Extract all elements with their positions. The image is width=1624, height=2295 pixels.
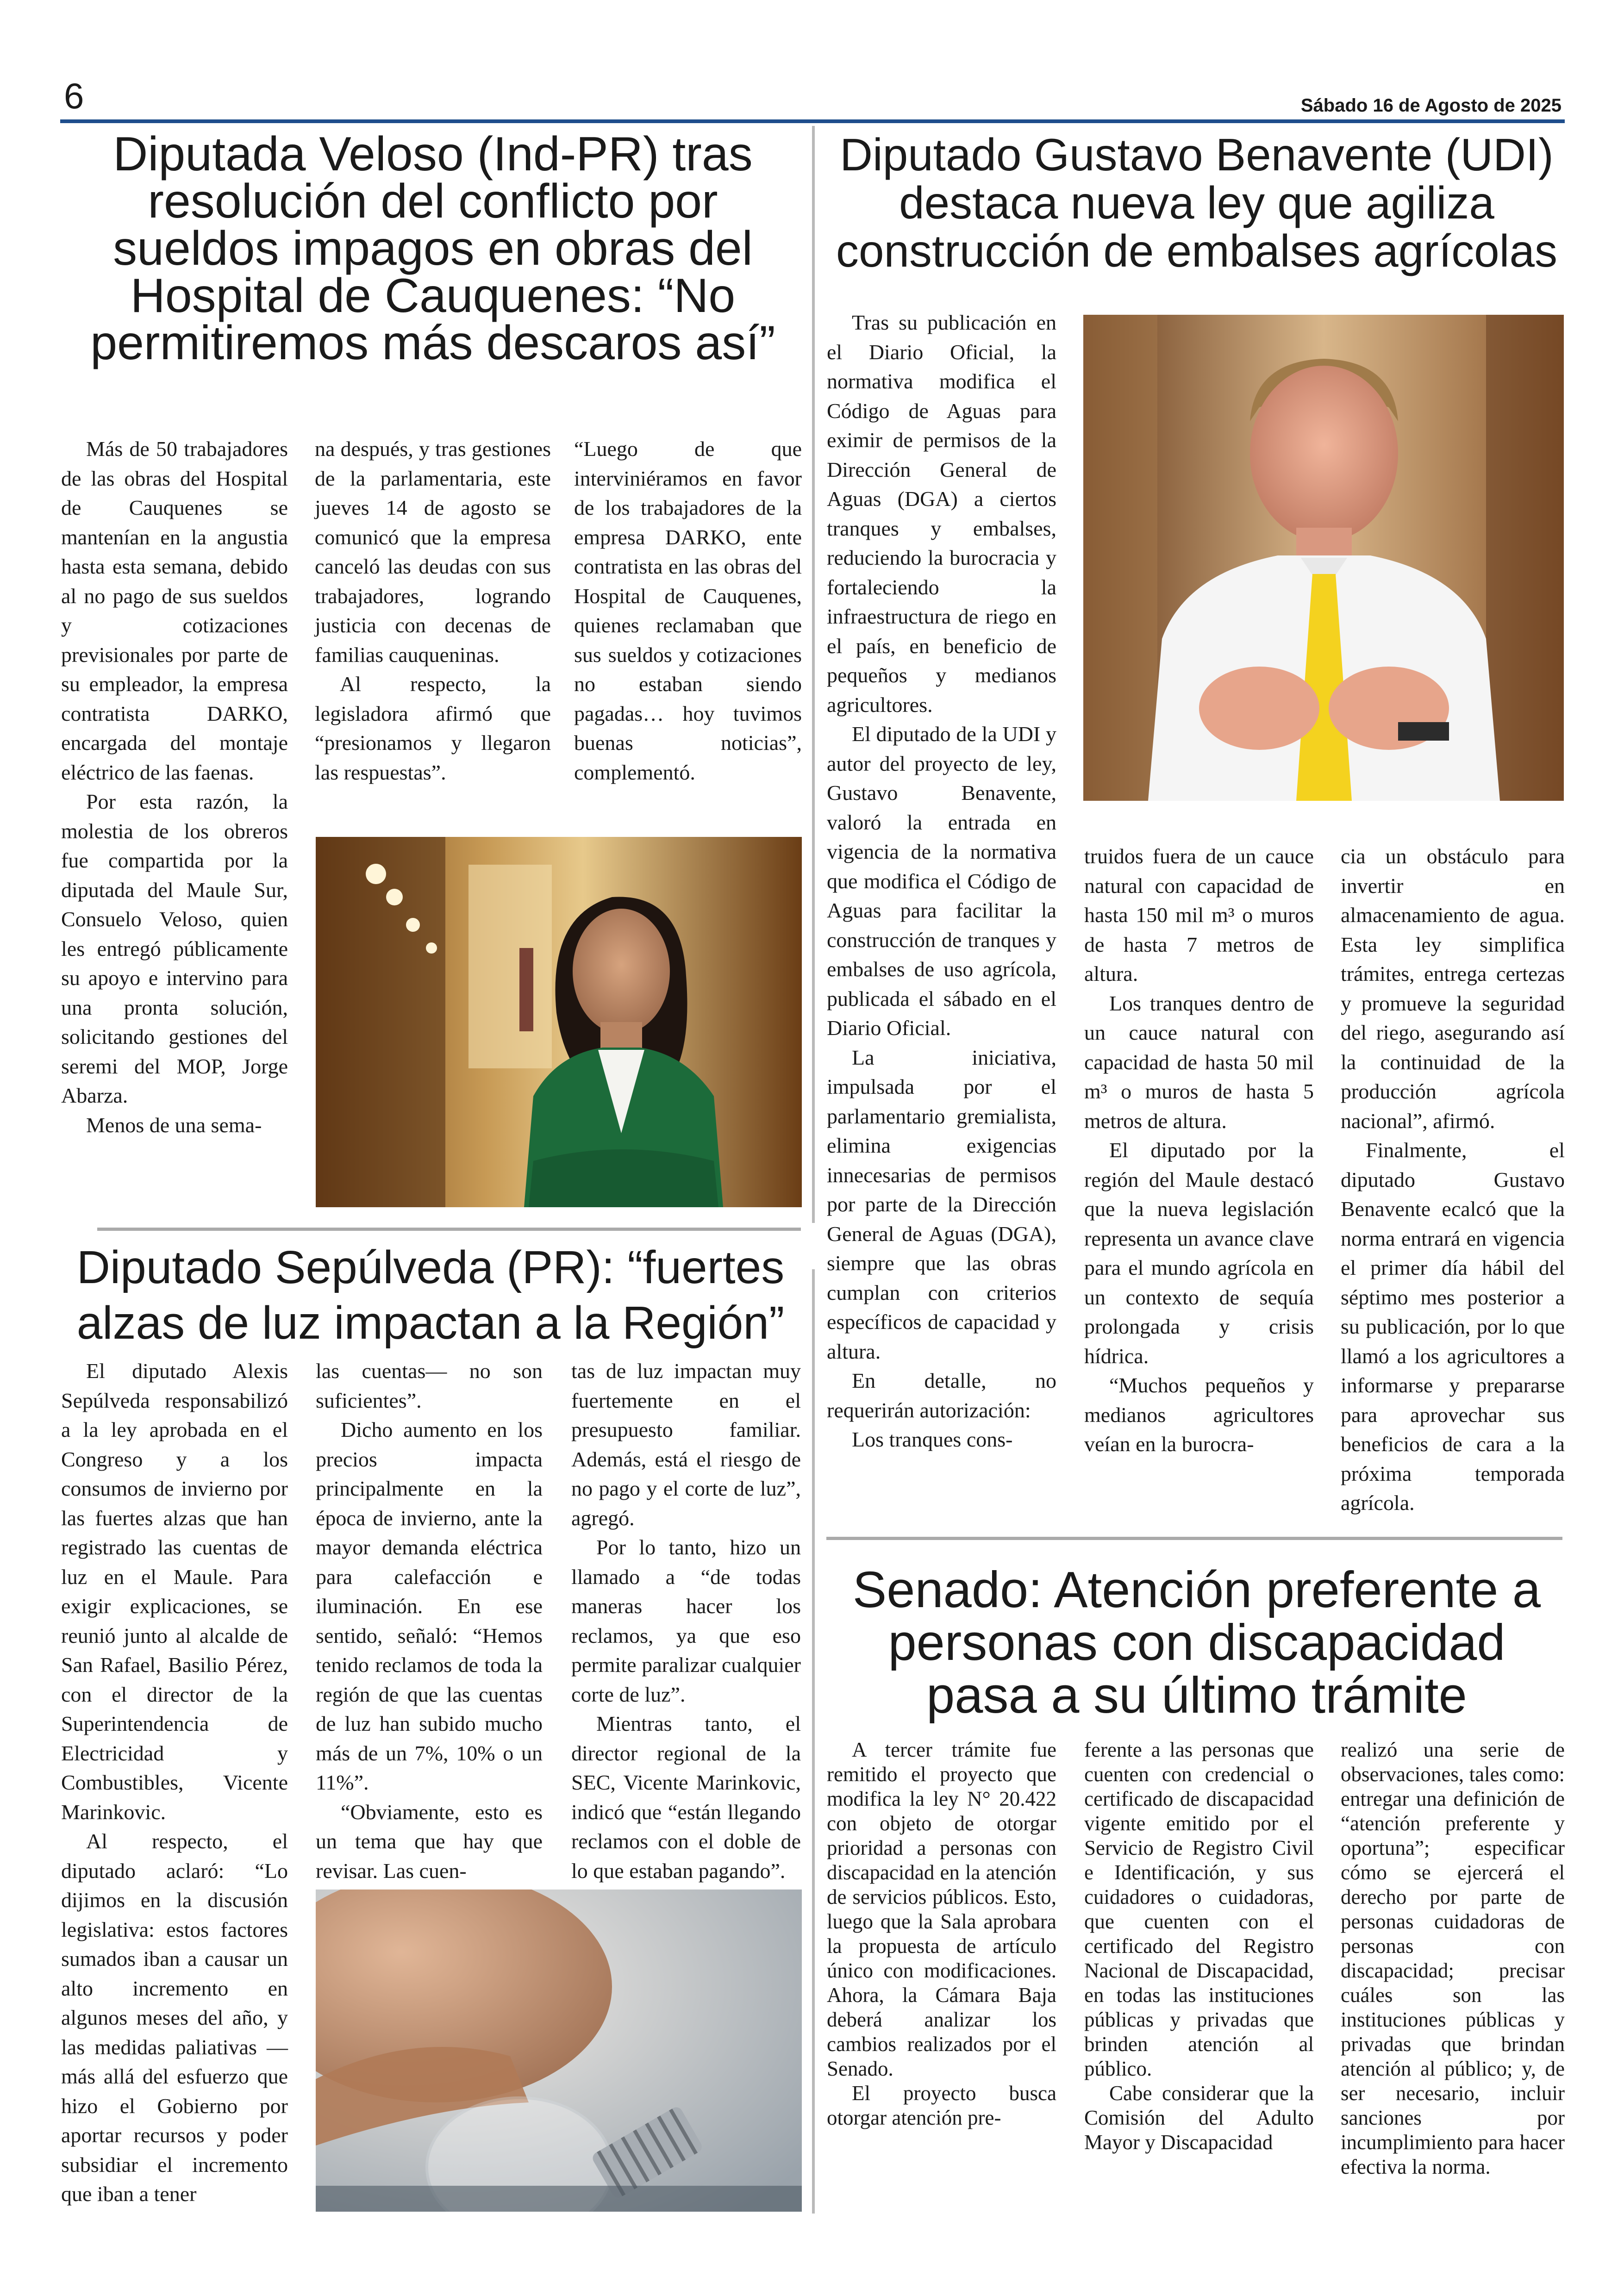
paragraph: na después, y tras gestiones de la parlamentaria, este jueves 14 de agosto se comunicó que la empresa canceló las deudas con sus trabajadores, logrando justicia con decenas de familias cauqueninas. — [315, 437, 551, 667]
paragraph: Los tranques cons- — [852, 1428, 1013, 1451]
column-divider — [812, 126, 815, 1223]
issue-date: Sábado 16 de Agosto de 2025 — [1300, 95, 1562, 116]
article-column — [574, 434, 802, 787]
article-column — [1341, 1738, 1565, 2179]
paragraph: “Obviamente, esto es un tema que hay que revisar. Las cuen- — [316, 1800, 543, 1883]
section-divider — [97, 1228, 801, 1231]
photo-consuelo-veloso — [316, 837, 802, 1207]
article-column — [1341, 842, 1565, 1518]
paragraph: Mientras tanto, el director regional de la SEC, Vicente Marinkovic, indicó que “están llegando reclamos con el doble de lo que estaban pagando”. — [571, 1712, 801, 1883]
article-column — [61, 1356, 288, 2209]
paragraph: ferente a las personas que cuenten con credencial o certificado de discapacidad vigente emitido por el Servicio de Registro Civil e Identificación, y sus cuidadores o cuidadoras, que cuenten con el certificado del Registro Nacional de Discapacidad, en todas las instituciones públicas y privadas que brinden atención al público. — [1084, 1738, 1314, 2080]
paragraph: Dicho aumento en los precios impacta principalmente en la época de invierno, ante la mayor demanda eléctrica para calefacción e iluminación. En ese sentido, señaló: “Hemos tenido reclamos de toda la región de que las cuentas de luz han subido mucho más de un 7%, 10% o un 11%”. — [316, 1418, 543, 1794]
article-column — [315, 434, 551, 787]
article-headline: Diputado Sepúlveda (PR): “fuertes alzas de luz impactan a la Región” — [76, 1241, 785, 1349]
paragraph: cia un obstáculo para invertir en almacenamiento de agua. Esta ley simplifica trámites, entrega certezas y promueve la seguridad del riego, asegurando así la continuidad de la producción agrícola nacional”, afirmó. — [1341, 844, 1565, 1133]
article-headline: Senado: Atención preferente a personas con discapacidad pasa a su último trámite — [852, 1561, 1541, 1724]
paragraph: las cuentas— no son suficientes”. — [316, 1359, 543, 1412]
paragraph: “Muchos pequeños y medianos agricultores veían en la burocra- — [1084, 1373, 1314, 1456]
article-column — [61, 434, 288, 1140]
article-column — [571, 1356, 801, 1885]
paragraph: Al respecto, la legisladora afirmó que “presionamos y llegaron las respuestas”. — [315, 672, 551, 784]
article-column — [1084, 1738, 1314, 2155]
section-divider — [826, 1537, 1562, 1540]
article-column — [316, 1356, 543, 1885]
paragraph: truidos fuera de un cauce natural con capacidad de hasta 150 mil m³ o muros de hasta 7 metros de altura. — [1084, 844, 1314, 985]
paragraph: El diputado de la UDI y autor del proyecto de ley, Gustavo Benavente, valoró la entrada en vigencia de la normativa que modifica el Código de Aguas para facilitar la construcción de tranques y embalses de uso agrícola, publicada el sábado en el Diario Oficial. — [827, 722, 1056, 1040]
paragraph: El diputado Alexis Sepúlveda responsabilizó a la ley aprobada en el Congreso y a los consumos de invierno por las fuertes alzas que han registrado las cuentas de luz en el Maule. Para exigir explicaciones, se reunió junto al alcalde de San Rafael, Basilio Pérez, con el director de la Superintendencia de Electricidad y Combustibles, Vicente Marinkovic. — [61, 1359, 288, 1824]
header-rule — [60, 119, 1565, 123]
paragraph: Cabe considerar que la Comisión del Adulto Mayor y Discapacidad — [1084, 2082, 1314, 2154]
paragraph: Más de 50 trabajadores de las obras del Hospital de Cauquenes se mantenían en la angustia hasta esta semana, debido al no pago de sus sueldos y cotizaciones previsionales por parte de su empleador, la empresa contratista DARKO, encargada del montaje eléctrico de las faenas. — [61, 437, 288, 784]
photo-gustavo-benavente — [1083, 315, 1564, 801]
paragraph: tas de luz impactan muy fuertemente en el presupuesto familiar. Además, está el riesgo de no pago y el corte de luz”, agregó. — [571, 1359, 801, 1530]
page-number: 6 — [64, 75, 84, 116]
photo-light-bulb — [316, 1890, 802, 2212]
paragraph: Los tranques dentro de un cauce natural con capacidad de hasta 50 mil m³ o muros de hasta 5 metros de altura. — [1084, 991, 1314, 1133]
paragraph: Por lo tanto, hizo un llamado a “de todas maneras hacer los reclamos, ya que eso permite paralizar cualquier corte de luz”. — [571, 1535, 801, 1706]
paragraph: Finalmente, el diputado Gustavo Benavente ecalcó que la norma entrará en vigencia el primer día hábil del séptimo mes posterior a su publicación, por lo que llamó a los agricultores a informarse y prepararse para aprovechar sus beneficios de cara a la próxima temporada agrícola. — [1341, 1138, 1565, 1515]
paragraph: A tercer trámite fue remitido el proyecto que modifica la ley N° 20.422 con objeto de otorgar prioridad a personas con discapacidad en la atención de servicios públicos. Esto, luego que la Sala aprobara la propuesta de artículo único con modificaciones. Ahora, la Cámara Baja deberá analizar los cambios realizados por el Senado. — [827, 1738, 1056, 2080]
paragraph: Al respecto, el diputado aclaró: “Lo dijimos en la discusión legislativa: estos factores sumados iban a causar un alto incremento en algunos meses del año, y las medidas paliativas —más allá del esfuerzo que hizo el Gobierno por aportar recursos y poder subsidiar el incremento que iban a tener — [61, 1829, 288, 2206]
paragraph: realizó una serie de observaciones, tales como: entregar una definición de “atención preferente y oportuna”; especificar cómo se ejercerá el derecho por parte de personas cuidadoras de personas con discapacidad; precisar cuáles son las instituciones públicas y privadas que brindan atención al público; y, de ser necesario, incluir sanciones por incumplimiento para hacer efectiva la norma. — [1341, 1738, 1565, 2178]
paragraph: Tras su publicación en el Diario Oficial, la normativa modifica el Código de Aguas para eximir de permisos de la Dirección General de Aguas (DGA) a ciertos tranques y embalses, reduciendo la burocracia y fortaleciendo la infraestructura de riego en el país, en beneficio de pequeños y medianos agricultores. — [827, 311, 1056, 717]
article-column — [827, 1738, 1056, 2130]
article-headline: Diputada Veloso (Ind-PR) tras resolución del conflicto por sueldos impagos en obras del Hospital de Cauquenes: “No permitiremos más descaros así” — [90, 127, 775, 370]
paragraph: Por esta razón, la molestia de los obreros fue compartida por la diputada del Maule Sur, Consuelo Veloso, quien les entregó públicamente su apoyo e intervino para una pronta solución, solicitando gestiones del seremi del MOP, Jorge Abarza. — [61, 790, 288, 1107]
column-divider — [812, 1269, 815, 2214]
article-column — [827, 308, 1056, 1454]
article-column — [1084, 842, 1314, 1459]
paragraph: “Luego de que interviniéramos en favor de los trabajadores de la empresa DARKO, ente contratista en las obras del Hospital de Cauquenes, quienes reclamaban que sus sueldos y cotizaciones no estaban siendo pagadas… hoy tuvimos buenas noticias”, complementó. — [574, 437, 802, 784]
paragraph: En detalle, no requerirán autorización: — [827, 1369, 1056, 1422]
paragraph: El diputado por la región del Maule destacó que la nueva legislación representa un avance clave para el mundo agrícola en un contexto de sequía prolongada y crisis hídrica. — [1084, 1138, 1314, 1368]
article-headline: Diputado Gustavo Benavente (UDI) destaca nueva ley que agiliza construcción de embalses agrícolas — [836, 129, 1557, 276]
paragraph: Menos de una sema- — [86, 1113, 262, 1137]
paragraph: El proyecto busca otorgar atención pre- — [827, 2082, 1056, 2129]
paragraph: La iniciativa, impulsada por el parlamentario gremialista, elimina exigencias innecesarias de permisos por parte de la Dirección General de Aguas (DGA), siempre que las obras cumplan con criterios específicos de capacidad y altura. — [827, 1045, 1056, 1363]
